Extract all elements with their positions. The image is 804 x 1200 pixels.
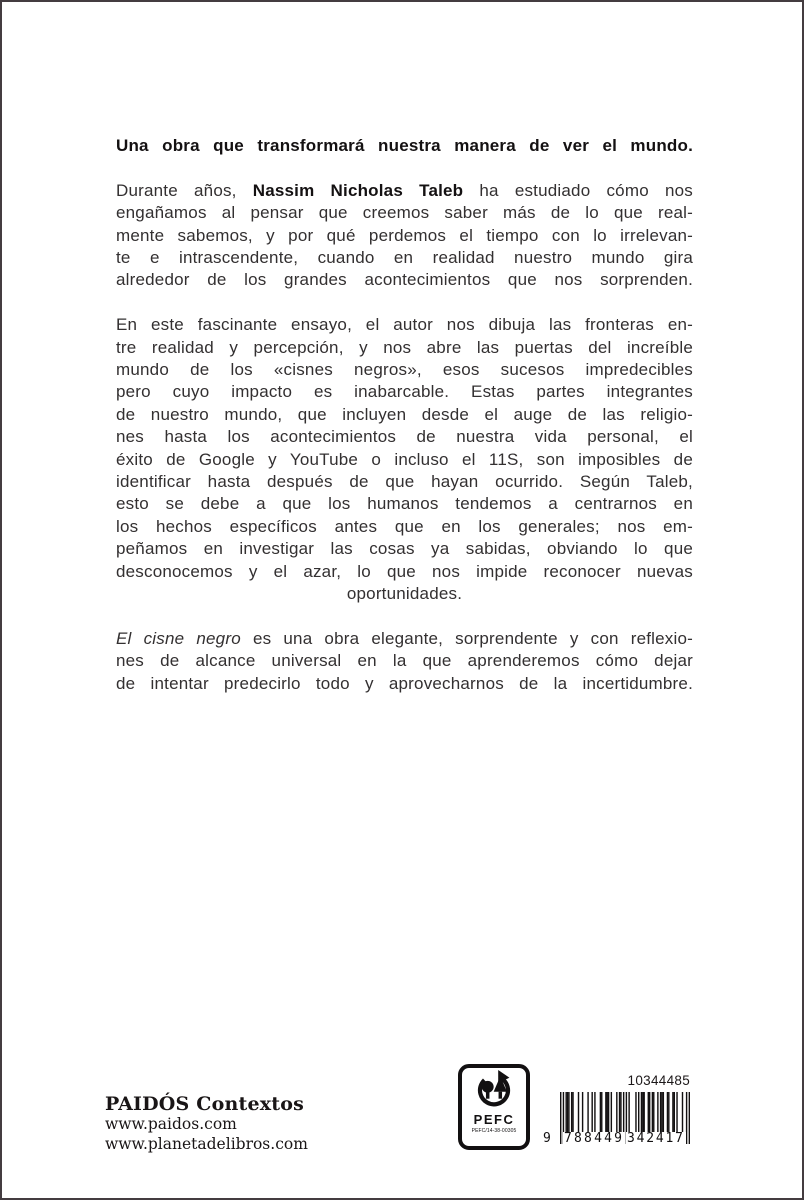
blurb-paragraph <box>116 628 693 695</box>
text-line: alrededor de los grandes acontecimientos que nos sorprenden. <box>116 270 693 290</box>
text-line: tre realidad y percepción, y nos abre las puertas del increíble <box>116 337 693 357</box>
ean-digit-first: 9 <box>543 1131 551 1146</box>
imprint-url-paidos: www.paidos.com <box>105 1115 237 1133</box>
text-line: desconocemos y el azar, lo que nos impide reconocer nuevas <box>116 561 693 581</box>
text-line: El cisne negro es una obra elegante, sorprendente y con reflexio- <box>116 628 693 648</box>
headline <box>116 135 693 157</box>
blurb-paragraphs <box>116 180 693 695</box>
text-line: esto se debe a que los humanos tendemos a centrarnos en <box>116 494 693 514</box>
text-line: nes hasta los acontecimientos de nuestra vida personal, el <box>116 427 693 447</box>
text-line: te e intrascendente, cuando en realidad nuestro mundo gira <box>116 248 693 268</box>
pefc-label <box>458 1064 530 1150</box>
text-line: mente sabemos, y por qué perdemos el tiempo con lo irrelevan- <box>116 225 693 245</box>
text-line: pero cuyo impacto es inabarcable. Estas partes integrantes <box>116 382 693 402</box>
text-line: mundo de los «cisnes negros», esos sucesos impredecibles <box>116 360 693 380</box>
ean-digit-group-2: 342417 <box>627 1131 685 1146</box>
text-line: nes de alcance universal en la que aprenderemos cómo dejar <box>116 651 693 671</box>
text-line: los hechos específicos antes que en los generales; nos em- <box>116 516 693 536</box>
text-line: engañamos al pensar que creemos saber más de lo que real- <box>116 203 693 223</box>
blurb-paragraph <box>116 180 693 292</box>
text-line: oportunidades. <box>346 584 463 604</box>
text-line: Una obra que transformará nuestra manera de ver el mundo. <box>116 136 693 155</box>
imprint-name: PAIDÓS Contextos <box>105 1093 305 1115</box>
pefc-code: PEFC/14-38-00305 <box>471 1128 517 1134</box>
product-code: 10344485 <box>627 1073 690 1088</box>
ean-digit-group-1: 788449 <box>564 1131 625 1146</box>
text-line: de nuestro mundo, que incluyen desde el auge de las religio- <box>116 404 693 424</box>
imprint-url-planetadelibros: www.planetadelibros.com <box>105 1134 308 1153</box>
text-line: identificar hasta después de que hayan ocurrido. Según Taleb, <box>116 472 693 492</box>
imprint-block <box>105 1093 308 1154</box>
text-line: de intentar predecirlo todo y aprovecharnos de la incertidumbre. <box>116 673 693 693</box>
text-line: Durante años, Nassim Nicholas Taleb ha estudiado cómo nos <box>116 180 693 200</box>
text-line: En este fascinante ensayo, el autor nos dibuja las fronteras en- <box>116 315 693 335</box>
pefc-trees-cycle-icon <box>473 1070 515 1112</box>
blurb-text-block <box>116 135 693 718</box>
pefc-name: PEFC <box>473 1112 515 1127</box>
text-line: peñamos en investigar las cosas ya sabidas, obviando lo que <box>116 539 693 559</box>
blurb-paragraph <box>116 314 693 605</box>
text-line: éxito de Google y YouTube o incluso el 11S, son imposibles de <box>116 449 693 469</box>
